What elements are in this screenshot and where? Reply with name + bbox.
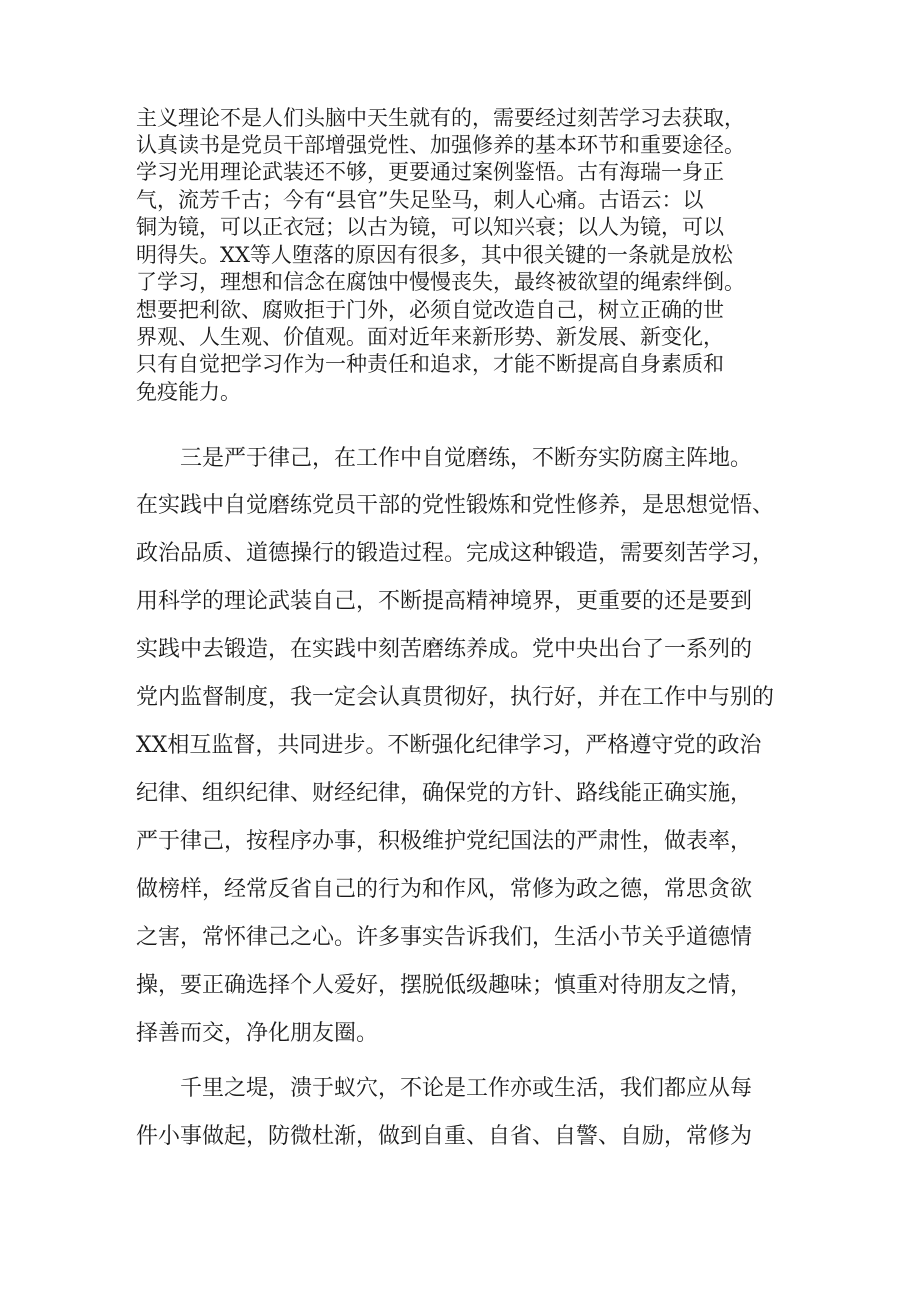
paragraph-line: 免疫能力。: [136, 380, 241, 404]
paragraph-line: 界观、人生观、价值观。面对近年来新形势、新发展、新变化，: [136, 325, 724, 349]
paragraph-line: 主义理论不是人们头脑中天生就有的，需要经过刻苦学习去获取，: [136, 106, 745, 130]
paragraph-line: 明得失。XX等人堕落的原因有很多，其中很关键的一条就是放松: [136, 243, 733, 267]
paragraph-line: 实践中去锻造，在实践中刻苦磨练养成。党中央出台了一系列的: [136, 637, 753, 662]
paragraph-line: 三是严于律己，在工作中自觉磨练，不断夯实防腐主阵地。: [136, 446, 753, 471]
paragraph-line: 了学习，理想和信念在腐蚀中慢慢丧失，最终被欲望的绳索绊倒。: [136, 270, 745, 294]
paragraph-line: 纪律、组织纪律、财经纪律，确保党的方针、路线能正确实施，: [136, 781, 753, 806]
paragraph-line: XX相互监督，共同进步。不断强化纪律学习，严格遵守党的政治: [136, 733, 762, 758]
paragraph-line: 操，要正确选择个人爱好，摆脱低级趣味；慎重对待朋友之情，: [136, 973, 753, 998]
paragraph-line: 择善而交，净化朋友圈。: [136, 1021, 379, 1046]
paragraph-line: 政治品质、道德操行的锻造过程。完成这种锻造，需要刻苦学习，: [136, 541, 775, 566]
paragraph-line: 千里之堤，溃于蚁穴，不论是工作亦或生活，我们都应从每: [136, 1076, 753, 1101]
paragraph-line: 气，流芳千古；今有“县官”失足坠马，刺人心痛。古语云：以: [136, 188, 704, 212]
paragraph-line: 铜为镜，可以正衣冠；以古为镜，可以知兴衰；以人为镜，可以: [136, 215, 724, 239]
paragraph-line: 只有自觉把学习作为一种责任和追求，才能不断提高自身素质和: [136, 352, 724, 376]
paragraph-line: 件小事做起，防微杜渐，做到自重、自省、自警、自励，常修为: [136, 1124, 753, 1149]
paragraph-line: 党内监督制度，我一定会认真贯彻好，执行好，并在工作中与别的: [136, 685, 775, 710]
paragraph-line: 想要把利欲、腐败拒于门外，必须自觉改造自己，树立正确的世: [136, 298, 724, 322]
paragraph-line: 做榜样，经常反省自己的行为和作风，常修为政之德，常思贪欲: [136, 877, 753, 902]
paragraph-line: 之害，常怀律己之心。许多事实告诉我们，生活小节关乎道德情: [136, 925, 753, 950]
paragraph-line: 在实践中自觉磨练党员干部的党性锻炼和党性修养，是思想觉悟、: [136, 493, 775, 518]
paragraph-line: 用科学的理论武装自己，不断提高精神境界，更重要的还是要到: [136, 589, 753, 614]
paragraph-line: 认真读书是党员干部增强党性、加强修养的基本环节和重要途径。: [136, 133, 745, 157]
paragraph-line: 学习光用理论武装还不够，更要通过案例鉴悟。古有海瑞一身正: [136, 160, 724, 184]
paragraph-line: 严于律己，按程序办事，积极维护党纪国法的严肃性，做表率，: [136, 829, 753, 854]
